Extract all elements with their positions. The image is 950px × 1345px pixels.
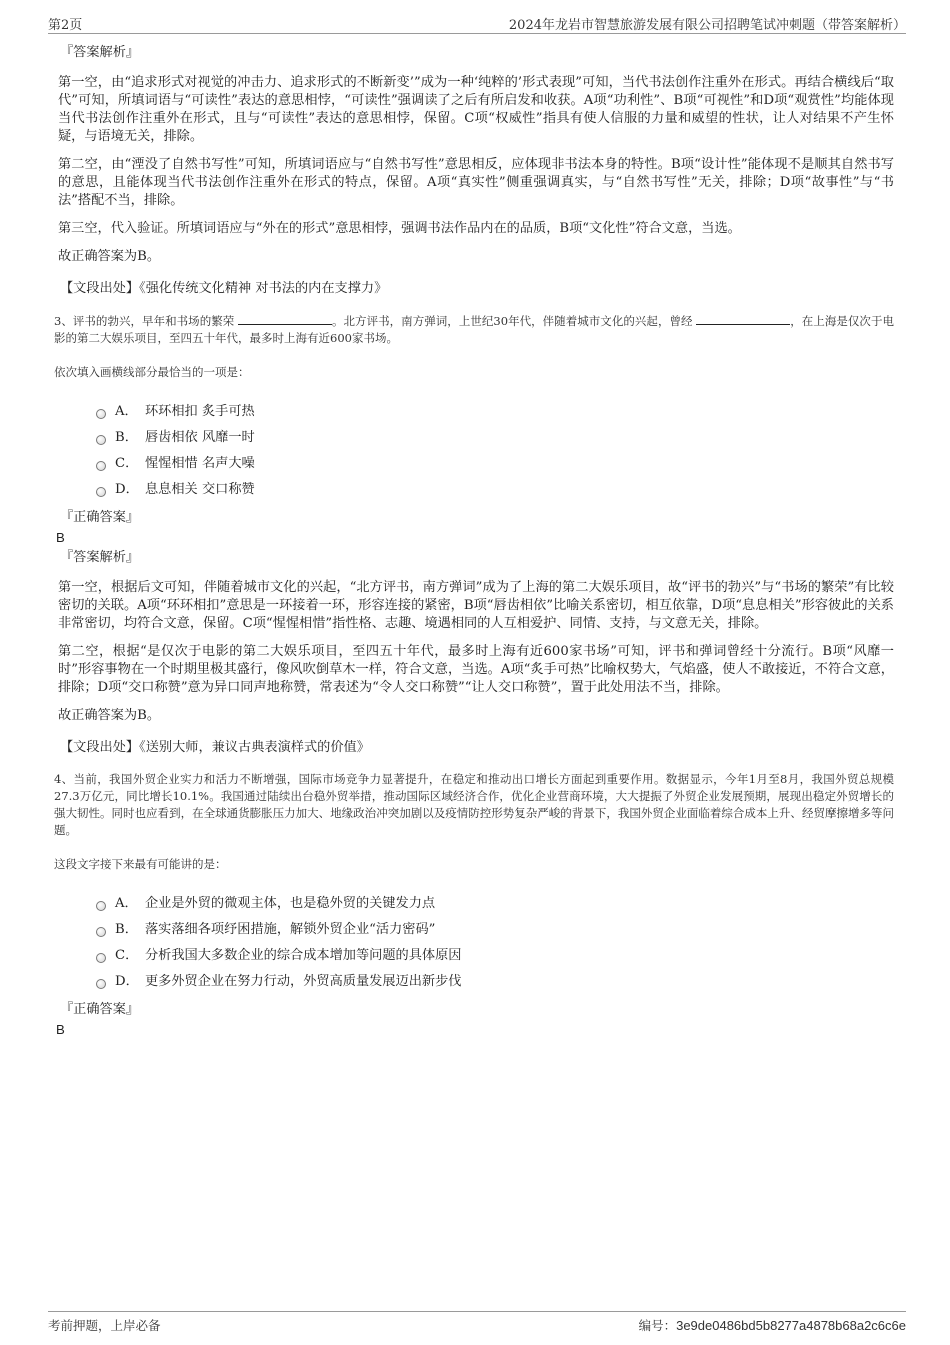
question-3-text-3: ，在上海是仅次于电影的第二大娱乐项目，至四五十年代，最多时上海有近600家书场。 — [54, 314, 894, 345]
radio-icon[interactable] — [96, 953, 106, 963]
question-3-text-1: 3、评书的勃兴，早年和书场的繁荣 — [54, 314, 235, 328]
option-text: 环环相扣 炙手可热 — [145, 404, 255, 419]
correct-answer-tag: 『正确答案』 — [60, 510, 140, 525]
correct-answer-tag: 『正确答案』 — [60, 1002, 140, 1017]
analysis-conclusion: 故正确答案为B。 — [58, 249, 161, 264]
page-number: 第2页 — [48, 18, 83, 33]
option-letter: D． — [115, 974, 139, 989]
option-c[interactable] — [96, 943, 894, 969]
source-citation: 【文段出处】《强化传统文化精神 对书法的内在支撑力》 — [60, 281, 388, 296]
fill-blank-1 — [238, 312, 332, 325]
analysis-paragraph: 第二空，由“湮没了自然书写性”可知，所填词语应与“自然书写性”意思相反，应体现非书法本身的特性。B项“设计性”能体现不是顺其自然书写的意思，且能体现当代书法创作注重外在形式的特点，保留。A项“真实性”侧重强调真实，与“自然书写性”无关，排除；D项“故事性”与“书法”搭配不当，排除。 — [58, 157, 894, 208]
footer-slogan: 考前押题，上岸必备 — [48, 1318, 161, 1333]
question-3-stem — [54, 312, 894, 347]
radio-icon[interactable] — [96, 901, 106, 911]
option-d[interactable] — [96, 477, 894, 503]
option-text: 落实落细各项纾困措施，解锁外贸企业“活力密码” — [145, 922, 436, 937]
option-text: 更多外贸企业在努力行动，外贸高质量发展迈出新步伐 — [145, 974, 462, 989]
radio-icon[interactable] — [96, 435, 106, 445]
analysis-tag: 『答案解析』 — [60, 45, 140, 60]
radio-icon[interactable] — [96, 409, 106, 419]
question-3-text-2: 。北方评书，南方弹词，上世纪30年代，伴随着城市文化的兴起，曾经 — [331, 314, 693, 328]
radio-icon[interactable] — [96, 461, 106, 471]
option-b[interactable] — [96, 917, 894, 943]
option-text: 企业是外贸的微观主体，也是稳外贸的关键发力点 — [145, 896, 436, 911]
analysis-paragraph: 第一空，根据后文可知，伴随着城市文化的兴起，“北方评书，南方弹词”成为了上海的第二大娱乐项目，故“评书的勃兴”与“书场的繁荣”有比较密切的关联。A项“环环相扣”意思是一环接着一环，形容连接的紧密，B项“唇齿相依”比喻关系密切，相互依靠，D项“息息相关”形容彼此的关系非常密切，均符合文意，保留。C项“惺惺相惜”指性格、志趣、境遇相同的人互相爱护、同情、支持，与文意无关，排除。 — [58, 580, 894, 631]
option-a[interactable] — [96, 891, 894, 917]
option-text: 分析我国大多数企业的综合成本增加等问题的具体原因 — [145, 948, 462, 963]
page-footer — [48, 1311, 906, 1335]
radio-icon[interactable] — [96, 487, 106, 497]
option-text: 惺惺相惜 名声大噪 — [145, 456, 255, 471]
option-letter: C． — [115, 948, 139, 963]
option-letter: B． — [115, 922, 138, 937]
document-title: 2024年龙岩市智慧旅游发展有限公司招聘笔试冲刺题（带答案解析） — [508, 18, 906, 33]
question-3-prompt: 依次填入画横线部分最恰当的一项是： — [54, 365, 250, 379]
option-text: 唇齿相依 风靡一时 — [145, 430, 255, 445]
correct-answer-value: B — [56, 1022, 65, 1037]
document-body — [54, 44, 894, 1041]
analysis-conclusion: 故正确答案为B。 — [58, 708, 161, 723]
question-4-stem: 4、当前，我国外贸企业实力和活力不断增强，国际市场竞争力显著提升，在稳定和推动出口增长方面起到重要作用。数据显示，今年1月至8月，我国外贸总规模27.3万亿元，同比增长10.1%。我国通过陆续出台稳外贸举措，推动国际区域经济合作，优化企业营商环境，大大提振了外贸企业发展预期，展现出稳定外贸增长的强大韧性。同时也应看到，在全球通货膨胀压力加大、地缘政治冲突加剧以及疫情防控形势复杂严峻的背景下，我国外贸企业面临着综合成本上升、经贸摩擦增多等问题。 — [54, 772, 894, 837]
option-b[interactable] — [96, 425, 894, 451]
question-4-prompt: 这段文字接下来最有可能讲的是： — [54, 857, 227, 871]
option-text: 息息相关 交口称赞 — [145, 482, 255, 497]
code-label: 编号： — [638, 1318, 677, 1333]
radio-icon[interactable] — [96, 927, 106, 937]
option-letter: C． — [115, 456, 139, 471]
option-d[interactable] — [96, 969, 894, 995]
option-letter: B． — [115, 430, 138, 445]
code-value: 3e9de0486bd5b8277a4878b68a2c6c6e — [676, 1318, 906, 1333]
radio-icon[interactable] — [96, 979, 106, 989]
option-letter: A． — [115, 896, 138, 911]
source-citation: 【文段出处】《送别大师，兼议古典表演样式的价值》 — [60, 740, 370, 755]
option-letter: A． — [115, 404, 138, 419]
analysis-paragraph: 第二空，根据“是仅次于电影的第二大娱乐项目，至四五十年代，最多时上海有近600家书场”可知，评书和弹词曾经十分流行。B项“风靡一时”形容事物在一个时期里极其盛行，像风吹倒草木一样，符合文意，当选。A项“炙手可热”比喻权势大，气焰盛，使人不敢接近，不符合文意，排除；D项“交口称赞”意为异口同声地称赞，常表述为“令人交口称赞”“让人交口称赞”，置于此处用法不当，排除。 — [58, 644, 894, 695]
question-3-options — [96, 399, 894, 503]
option-letter: D． — [115, 482, 139, 497]
analysis-tag: 『答案解析』 — [60, 550, 140, 565]
document-code — [639, 1316, 906, 1334]
analysis-paragraph: 第一空，由“追求形式对视觉的冲击力、追求形式的不断新变’”成为一种‘纯粹的’形式表现”可知，当代书法创作注重外在形式。再结合横线后“取代”可知，所填词语与“可读性”表达的意思相悖，“可读性”强调读了之后有所启发和收获。A项“功利性”、B项“可视性”和D项“观赏性”均能体现当代书法创作注重外在形式，且与“可读性”表达的意思相悖，保留。C项“权威性”指具有使人信服的力量和威望的性状，让人对结果不产生怀疑，与语境无关，排除。 — [58, 75, 894, 144]
option-c[interactable] — [96, 451, 894, 477]
option-a[interactable] — [96, 399, 894, 425]
fill-blank-2 — [696, 312, 790, 325]
analysis-paragraph: 第三空，代入验证。所填词语应与“外在的形式”意思相悖，强调书法作品内在的品质，B项“文化性”符合文意，当选。 — [58, 221, 741, 236]
question-4-options — [96, 891, 894, 995]
page-header — [48, 14, 906, 34]
correct-answer-value: B — [56, 530, 65, 545]
